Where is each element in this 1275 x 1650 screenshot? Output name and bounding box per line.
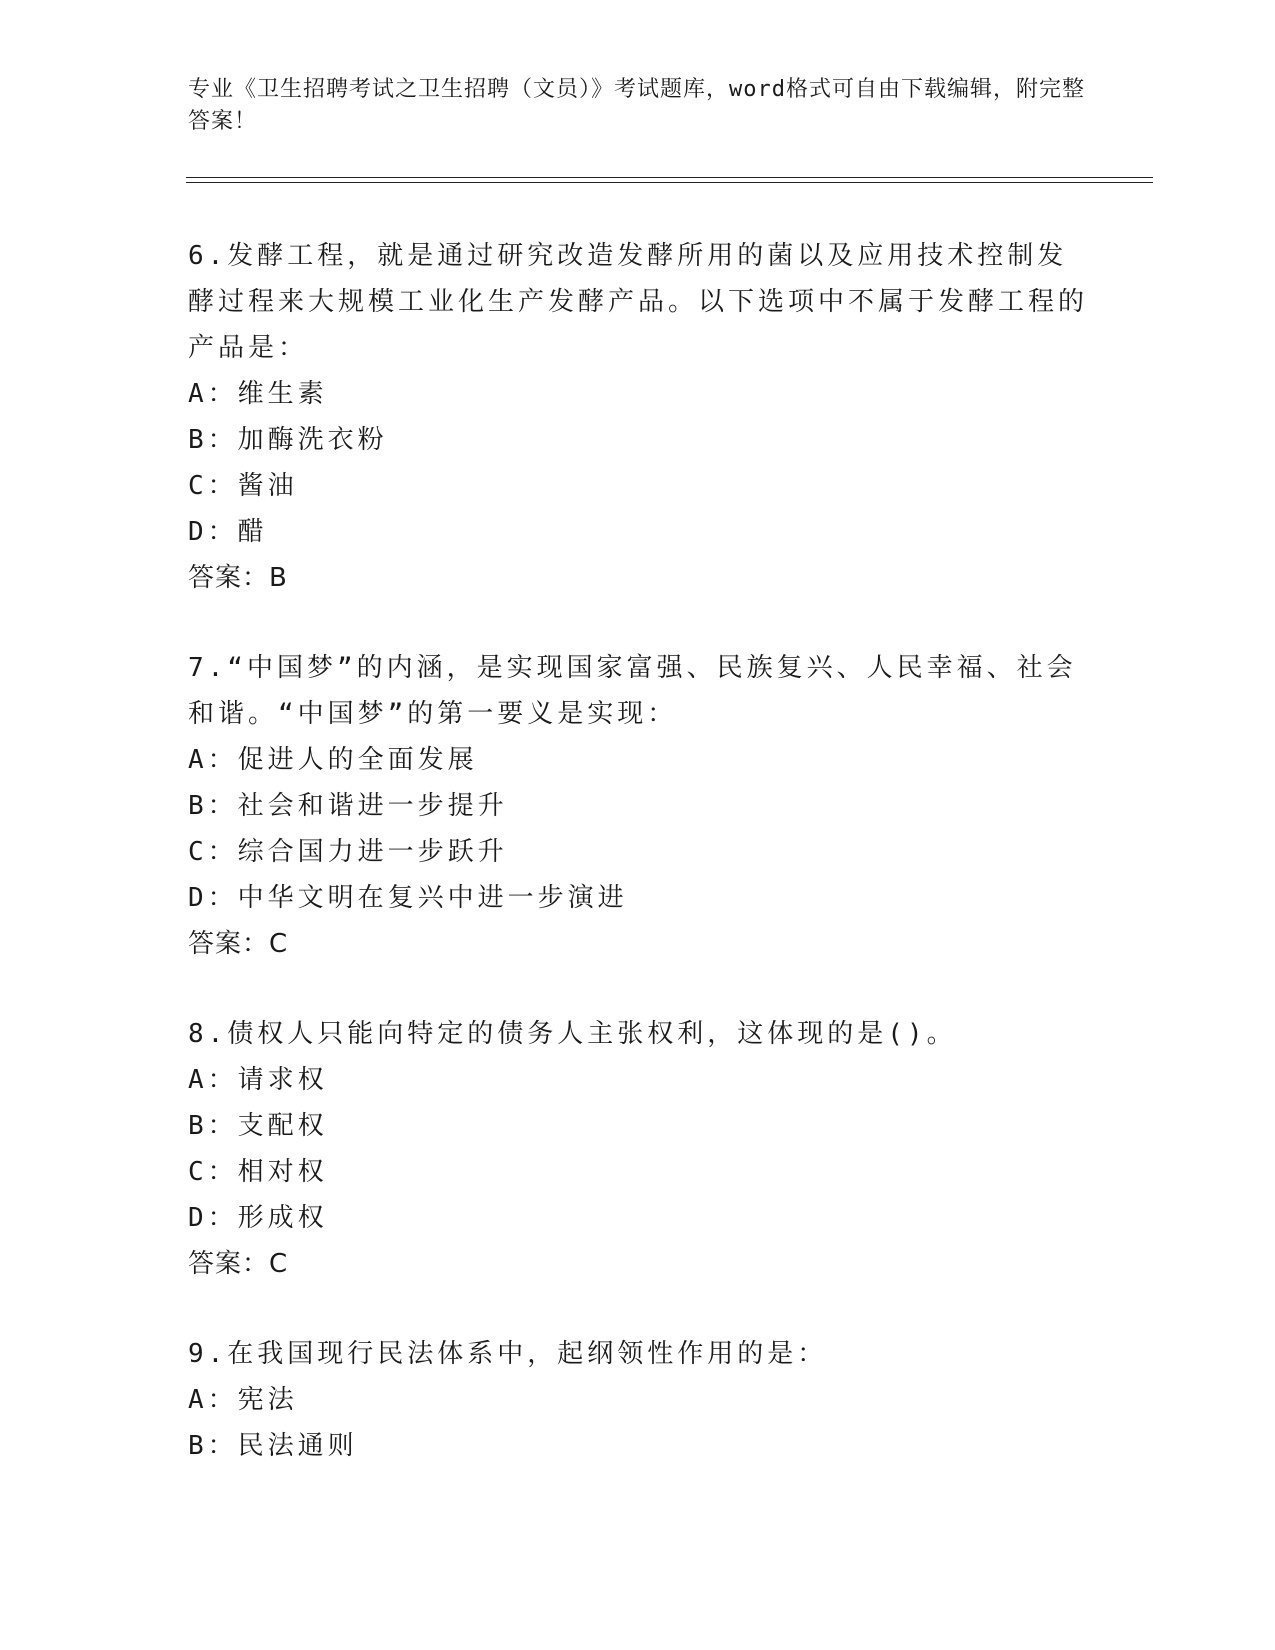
option-a: A：请求权 [188,1065,328,1095]
option-d: D：醋 [188,517,268,547]
option-b: B：支配权 [188,1111,328,1141]
question-list [188,233,1088,1513]
option-a: A：维生素 [188,379,328,409]
document-intro: 专业《卫生招聘考试之卫生招聘（文员）》考试题库，word格式可自由下载编辑，附完整答案！ [188,77,1085,134]
answer-line: 答案：C [188,1249,289,1279]
option-a: A：宪法 [188,1385,298,1415]
option-b: B：民法通则 [188,1431,358,1461]
answer-line: 答案：C [188,929,289,959]
option-b: B：社会和谐进一步提升 [188,791,508,821]
question-7 [188,645,1088,967]
option-a: A：促进人的全面发展 [188,745,478,775]
question-stem: 8.债权人只能向特定的债务人主张权利，这体现的是()。 [188,1019,957,1049]
option-d: D：形成权 [188,1203,328,1233]
header-divider-bottom [186,182,1153,183]
header-divider-top [186,177,1153,178]
option-c: C：酱油 [188,471,298,501]
question-stem: 6.发酵工程，就是通过研究改造发酵所用的菌以及应用技术控制发酵过程来大规模工业化生产发酵产品。以下选项中不属于发酵工程的产品是： [188,241,1089,363]
question-8 [188,1011,1088,1287]
question-9 [188,1331,1088,1469]
option-c: C：综合国力进一步跃升 [188,837,508,867]
question-stem: 7.“中国梦”的内涵，是实现国家富强、民族复兴、人民幸福、社会和谐。“中国梦”的第一要义是实现： [188,653,1077,729]
option-b: B：加酶洗衣粉 [188,425,388,455]
question-6 [188,233,1088,601]
answer-line: 答案：B [188,563,288,593]
option-d: D：中华文明在复兴中进一步演进 [188,883,628,913]
option-c: C：相对权 [188,1157,328,1187]
question-stem: 9.在我国现行民法体系中，起纲领性作用的是： [188,1339,828,1369]
